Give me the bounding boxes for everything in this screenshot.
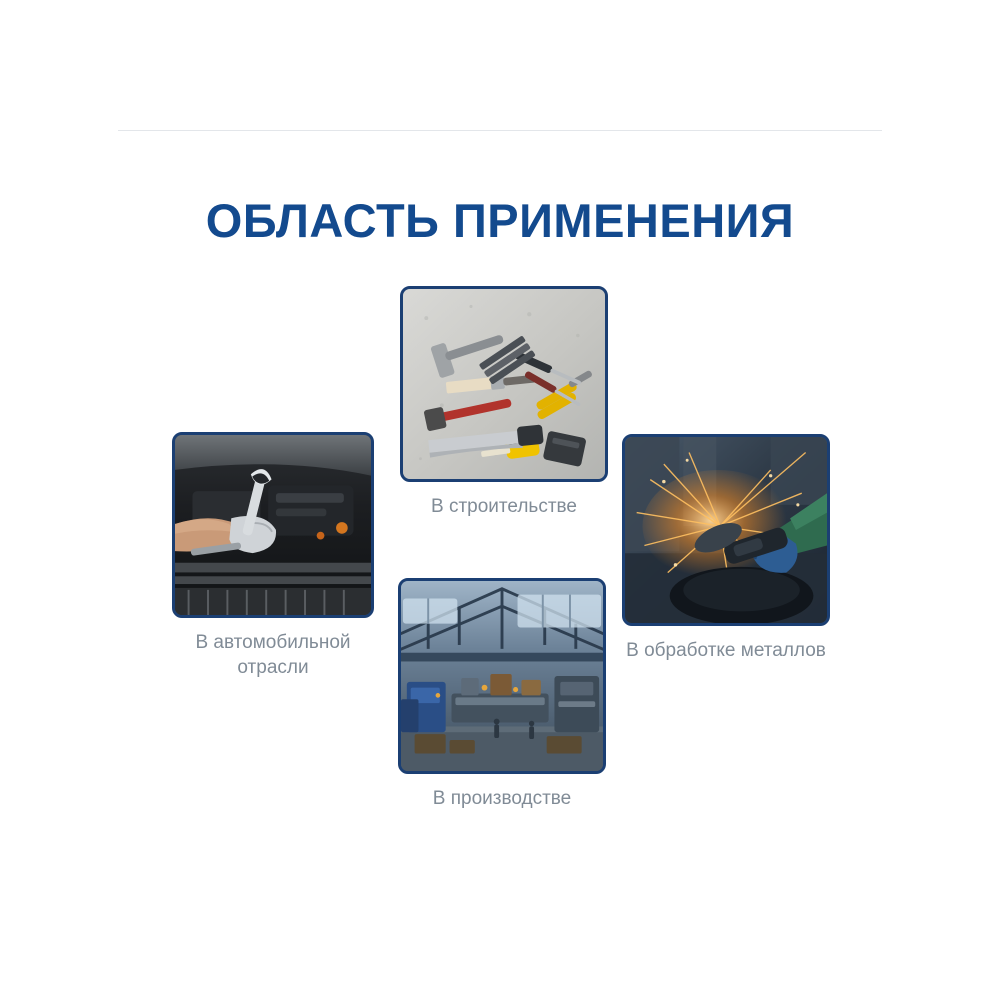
card-caption-construction: В строительстве (431, 496, 577, 517)
automotive-repair-photo (172, 432, 374, 618)
card-metalworking[interactable] (622, 434, 830, 663)
header-divider (118, 130, 882, 131)
construction-tools-photo (400, 286, 608, 482)
card-caption-metalworking: В обработке металлов (626, 640, 826, 661)
card-automotive[interactable] (172, 432, 374, 680)
card-construction[interactable] (400, 286, 608, 519)
page-title: ОБЛАСТЬ ПРИМЕНЕНИЯ (205, 194, 795, 248)
production-factory-photo (398, 578, 606, 774)
card-production[interactable] (398, 578, 606, 811)
card-caption-production: В производстве (432, 788, 572, 809)
card-caption-automotive: В автомобильной отрасли (195, 632, 351, 678)
metalworking-grinder-photo (622, 434, 830, 626)
